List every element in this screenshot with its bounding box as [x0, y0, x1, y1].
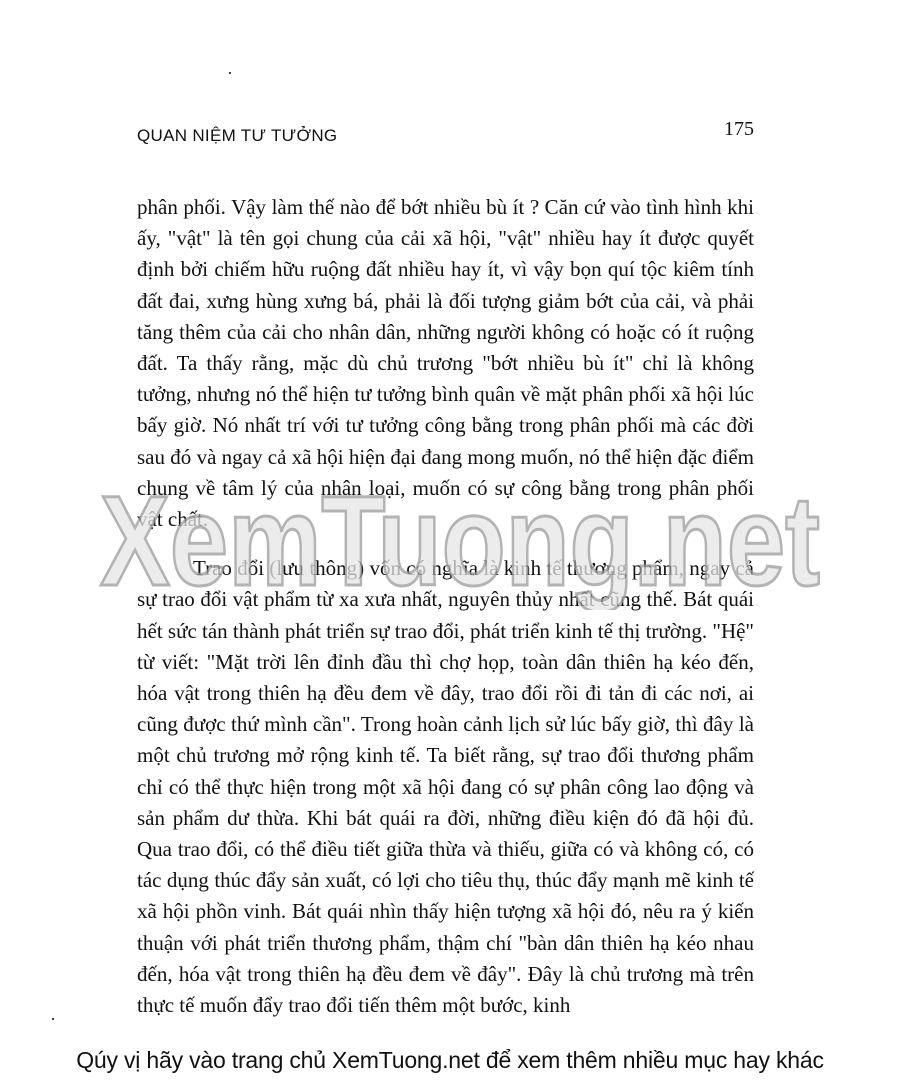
page-number: 175 [724, 118, 754, 140]
watermark-text: XemTuong.net [100, 470, 820, 610]
footer-banner [0, 1035, 900, 1085]
page-header [137, 118, 754, 152]
footer-suffix: để xem thêm nhiều mục hay khác [479, 1046, 824, 1073]
footer-prefix: Qúy vị hãy vào trang chủ [76, 1046, 333, 1073]
running-title: QUAN NIỆM TƯ TƯỞNG [137, 126, 338, 145]
scan-speck [229, 72, 231, 74]
scan-speck [52, 1018, 54, 1020]
footer-message [76, 1047, 824, 1074]
homepage-link[interactable]: XemTuong.net [332, 1046, 480, 1073]
body-text [137, 192, 754, 1021]
paragraph-1: phân phối. Vậy làm thế nào để bớt nhiều bù ít ? Căn cứ vào tình hình khi ấy, "vật" là tên gọi chung của cải xã hội, "vật" nhiều hay ít được quyết định bởi chiếm hữu ruộng đất nhiều hay ít, vì vậy bọn quí tộc kiêm tính đất đai, xưng hùng xưng bá, phải là đối tượng giảm bớt của cải, và phải tăng thêm của cải cho nhân dân, những người không có hoặc có ít ruộng đất. Ta thấy rằng, mặc dù chủ trương "bớt nhiều bù ít" chỉ là không tưởng, nhưng nó thể hiện tư tưởng bình quân về mặt phân phối xã hội lúc bấy giờ. Nó nhất trí với tư tưởng công bằng trong phân phối mà các đời sau đó và ngay cả xã hội hiện đại đang mong muốn, nó thể hiện đặc điểm chung về tâm lý của nhân loại, muốn có sự công bằng trong phân phối vật chất. [137, 195, 754, 532]
paragraph-2: Trao đổi (lưu thông) vốn có nghĩa là kinh tế thương phẩm, ngay cả sự trao đổi vật phẩm từ xa xưa nhất, nguyên thủy nhất cũng thế. Bát quái hết sức tán thành phát triển sự trao đổi, phát triển kinh tế thị trường. "Hệ" từ viết: "Mặt trời lên đỉnh đầu thì chợ họp, toàn dân thiên hạ kéo đến, hóa vật trong thiên hạ đều đem về đây, trao đổi rồi đi tản đi các nơi, ai cũng được thứ mình cần". Trong hoàn cảnh lịch sử lúc bấy giờ, thì đây là một chủ trương mở rộng kinh tế. Ta biết rằng, sự trao đổi thương phẩm chỉ có thể thực hiện trong một xã hội đang có sự phân công lao động và sản phẩm dư thừa. Khi bát quái ra đời, những điều kiện đó đã hội đủ. Qua trao đổi, có thể điều tiết giữa thừa và thiếu, giữa có và không có, có tác dụng thúc đẩy sản xuất, có lợi cho tiêu thụ, thúc đẩy mạnh mẽ kinh tế xã hội phồn vinh. Bát quái nhìn thấy hiện tượng xã hội đó, nêu ra ý kiến thuận với phát triển thương phẩm, thậm chí "bàn dân thiên hạ kéo nhau đến, hóa vật trong thiên hạ đều đem về đây". Đây là chủ trương mà trên thực tế muốn đẩy trao đổi tiến thêm một bước, kinh [137, 556, 755, 1018]
